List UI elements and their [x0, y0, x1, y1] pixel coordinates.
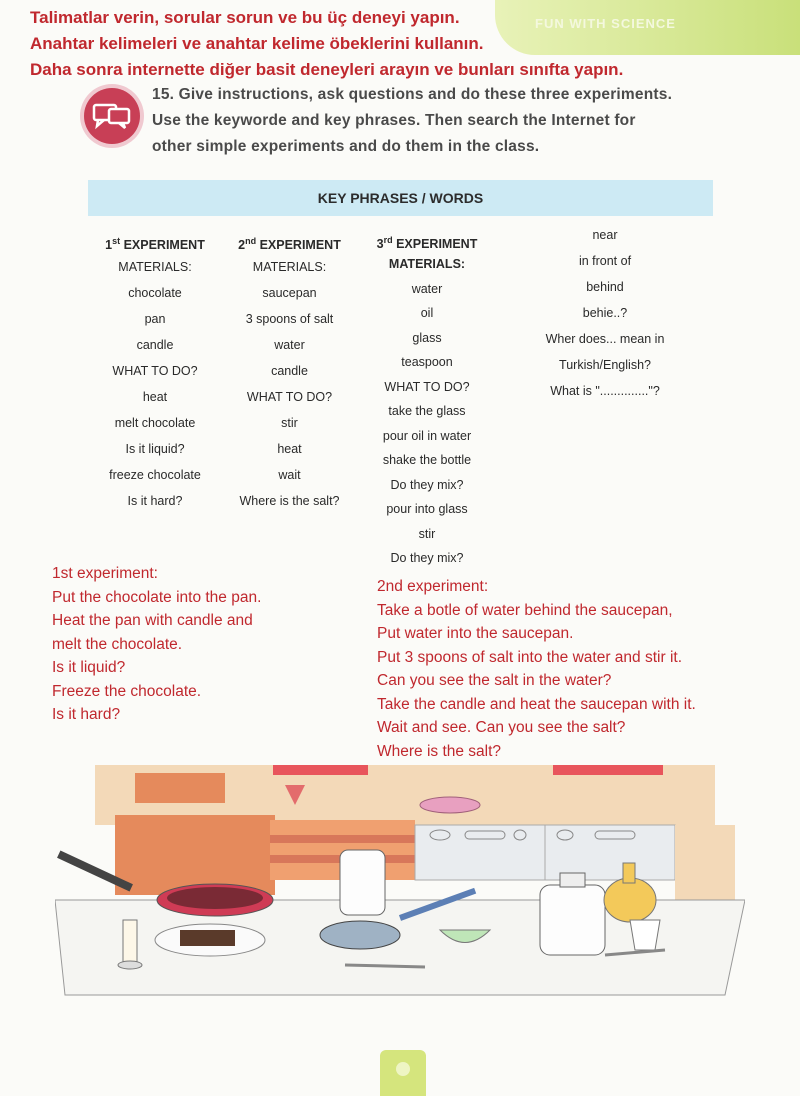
- key-phrases-title: KEY PHRASES / WORDS: [317, 190, 484, 206]
- col2-item: stir: [281, 416, 298, 430]
- col2-item: wait: [278, 468, 301, 482]
- exp1-line: 1st experiment:: [52, 565, 158, 582]
- instruction-en-line3: other simple experiments and do them in the class.: [152, 138, 540, 155]
- col1-item: Is it hard?: [127, 494, 183, 508]
- col1-item: candle: [136, 338, 174, 352]
- col4-item: Wher does... mean in: [545, 332, 665, 346]
- exp2-line: Wait and see. Can you see the salt?: [377, 719, 626, 736]
- speech-bubbles-icon: [84, 88, 140, 144]
- col2-item: 3 spoons of salt: [245, 312, 334, 326]
- col4-item: What is ".............."?: [550, 384, 660, 398]
- exp1-line: Freeze the chocolate.: [52, 682, 202, 700]
- kitchen-illustration: [55, 755, 745, 1015]
- col4-item: behie..?: [582, 306, 628, 320]
- col2-item: MATERIALS:: [252, 260, 327, 274]
- experiment-1-text: [52, 562, 261, 727]
- exp2-line: Can you see the salt in the water?: [377, 672, 612, 689]
- col2-item: Where is the salt?: [239, 494, 340, 508]
- col3-item: oil: [420, 306, 434, 320]
- exp1-line: melt the chocolate.: [52, 635, 183, 653]
- exp1-line: Is it liquid?: [52, 659, 126, 676]
- exp1-line: Put the chocolate into the pan.: [52, 588, 262, 606]
- col-1st-experiment: [90, 228, 220, 514]
- col3-item: Do they mix?: [390, 477, 464, 492]
- col2-item: WHAT TO DO?: [246, 390, 333, 404]
- col3-item: pour oil in water: [382, 428, 472, 443]
- col3-item: WHAT TO DO?: [384, 379, 470, 394]
- col4-item: Turkish/English?: [559, 358, 651, 372]
- col1-item: Is it liquid?: [125, 442, 185, 456]
- exp1-line: Is it hard?: [52, 706, 121, 723]
- experiment-2-text: [377, 575, 696, 763]
- header-2nd-experiment: 2nd EXPERIMENT: [238, 236, 341, 253]
- col2-item: heat: [277, 442, 302, 456]
- page-number-tab: [380, 1050, 426, 1096]
- col-phrases: [535, 222, 675, 404]
- col2-item: water: [274, 338, 305, 352]
- col1-item: chocolate: [128, 286, 182, 300]
- col4-item: near: [592, 228, 618, 242]
- instruction-tr-3: Daha sonra internette diğer basit deneyleri arayın ve bunları sınıfta yapın.: [30, 60, 624, 79]
- col1-item: MATERIALS:: [118, 260, 192, 274]
- section-banner: [495, 0, 800, 55]
- header-1st-experiment: 1st EXPERIMENT: [105, 236, 205, 253]
- col1-item: pan: [144, 312, 166, 326]
- col3-item: take the glass: [388, 404, 466, 418]
- exp2-line: Where is the salt?: [377, 742, 502, 760]
- page-dot: [396, 1062, 410, 1076]
- instruction-en-line1: 15. Give instructions, ask questions and do these three experiments.: [152, 86, 673, 103]
- key-phrases-bar: [88, 180, 713, 216]
- exp2-line: Take the candle and heat the saucepan with it.: [377, 695, 696, 713]
- col3-item: MATERIALS:: [388, 257, 466, 271]
- col3-item: stir: [418, 526, 436, 541]
- col-2nd-experiment: [222, 228, 357, 514]
- banner-text: FUN WITH SCIENCE: [535, 16, 676, 31]
- col1-item: melt chocolate: [114, 416, 196, 430]
- col3-item: glass: [412, 330, 442, 345]
- col-3rd-experiment: [362, 228, 492, 571]
- col2-item: candle: [271, 364, 308, 378]
- col4-item: in front of: [578, 254, 632, 268]
- exp2-line: 2nd experiment:: [377, 578, 489, 595]
- col3-item: teaspoon: [401, 355, 453, 369]
- exp2-line: Take a botle of water behind the saucepan,: [377, 601, 673, 619]
- col3-item: water: [411, 281, 443, 296]
- instruction-tr-1: Talimatlar verin, sorular sorun ve bu üç deneyi yapın.: [30, 8, 460, 27]
- instruction-tr-2: Anahtar kelimeleri ve anahtar kelime öbeklerini kullanın.: [30, 34, 484, 53]
- col1-item: freeze chocolate: [109, 468, 201, 482]
- header-3rd-experiment: 3rd EXPERIMENT: [376, 235, 478, 252]
- col3-item: pour into glass: [386, 502, 468, 516]
- col3-item: Do they mix?: [390, 551, 464, 565]
- col1-item: heat: [142, 390, 168, 404]
- col2-item: saucepan: [262, 286, 317, 300]
- exp2-line: Put water into the saucepan.: [377, 625, 574, 642]
- instruction-en-line2: Use the keyworde and key phrases. Then search the Internet for: [152, 112, 636, 129]
- col3-item: shake the bottle: [382, 453, 472, 467]
- exp1-line: Heat the pan with candle and: [52, 612, 253, 629]
- col1-item: WHAT TO DO?: [112, 364, 198, 378]
- exp2-line: Put 3 spoons of salt into the water and stir it.: [377, 648, 682, 666]
- col4-item: behind: [586, 280, 624, 294]
- instruction-en: [152, 82, 712, 160]
